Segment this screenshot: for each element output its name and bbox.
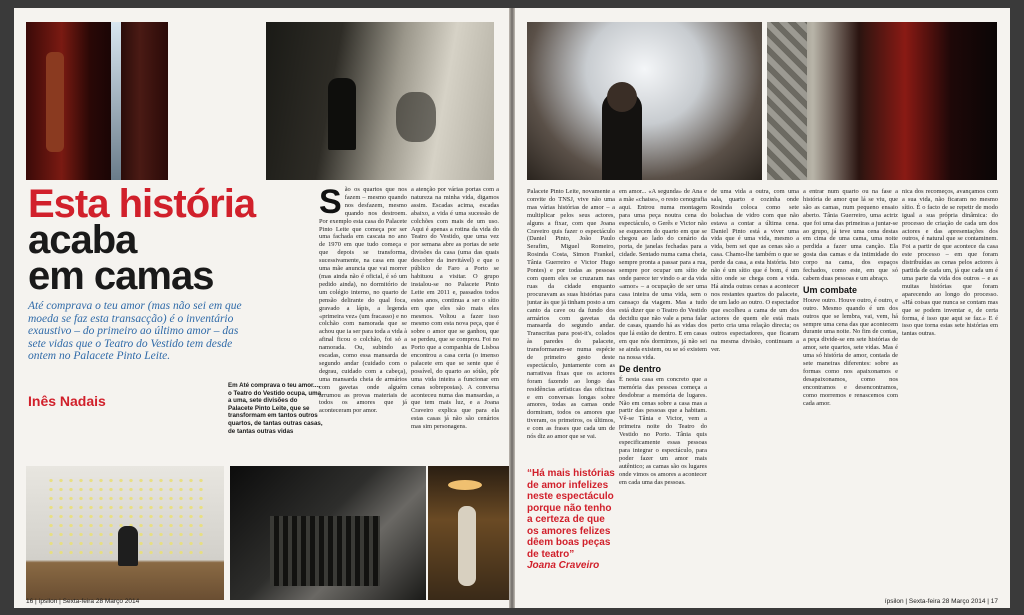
subhead-de-dentro: De dentro <box>619 363 662 374</box>
photo-lamp-man <box>428 466 509 600</box>
drop-cap: S <box>319 186 342 221</box>
photo-arched-window <box>527 22 762 180</box>
article-column-7 <box>902 188 998 598</box>
photo-red-room <box>26 22 168 180</box>
pull-quote-attribution: Joana Craveiro <box>527 560 600 571</box>
pull-quote-text: “Há mais histórias de amor infelizes neste espectáculo porque não tenho a certeza de que os amores felizes dêem boas peças de teatro” <box>527 468 615 560</box>
column-7-text: nica dos recomeços, avançamos com a sua vida, não ficaram no mesmo sítio. É o facto de se repetir de modo igual a sua própria dinâmica: do processo de criação de cada um dos actores e das apresentações dos outros, é natural que se contaminem. Foi a partir de que acontece da casa este processo – em que foram distribuídas as cenas pelos actores à partida de cada um, já que cada um é uma parte da vida dos outros – e as muitas histórias que foram aparecendo ao longo do processo. «Há coisas que nunca se contam mas que se podem inventar e, de certa forma, é isso que aqui se faz.» E é isso que torna estas sete histórias em tantas outras. <box>902 188 998 338</box>
article-column-2 <box>411 186 499 464</box>
right-folio: ípsilon | Sexta-feira 28 Março 2014 | 17 <box>884 598 998 605</box>
column-4-text: em amor... «A segunda» de Ana e a mãe «chaise», o resto cenografia aqui. Entrou numa montagem para uma peça noutra cena do espectáculo, o Gerês e Victor não se esquecem do quarto em que se chegou ao lado do cenário da porta, de janelas fechadas para a cidade. Sentado numa cama cheia, sempre pronta a passar para a rua, sempre por ocupar um sítio de onde parece ter vindo o ar da vida «amor» – a ocupação de ser uma casa inteira de uma vida, sem o cansaço da viagem. Mas a tudo está dizer que o Teatro do Vestido decidiu que não vale a pena falar de casas, quando há as vidas dos que lá estão de dentro. E em casas em que nós dormimos, já não sei se ainda existem, ou se só existem na nossa vida. <box>619 188 707 362</box>
photo-caption: Em Até comprava o teu amor..., o Teatro do Vestido ocupa, uma a uma, sete divisões do Palacete Pinto Leite, que se transformam em tantos outros quartos, de tantas outras casas, de tantas outras vidas <box>228 382 323 435</box>
column-6-text-2: Houve outro. Houve outro, é outro, e outro. Mesmo quando é um dos outros que se lembra, vai, vem, há sempre uma cena das que acontecem durante uma noite. No fim de contas, a peça divide-se em sete histórias de amor, sete quartos, sete vidas. Mas é uma só história de amor, contada de sete maneiras diferentes: sobre as formas como nos apaixonamos e desapaixonamos, como nos encontramos e desencontramos, como morremos e renascemos com cada amor. <box>803 296 898 407</box>
pull-quote-block <box>527 468 619 572</box>
left-page <box>14 8 509 608</box>
photo-tiled-room <box>767 22 997 180</box>
byline: Inês Nadais <box>28 393 106 409</box>
photo-postits-wall <box>26 466 224 600</box>
column-5-text: de uma vida a outra, com uma sala, quarto e cozinha onde Rosinda coloca como sete bolachas de vidro com que não estava a contar a última cena. Daniel Pinto está a viver uma vida que é uma vida, mesmo a vida, bem sei que as cenas são a casa. Chamo-lhe também o que se perde da casa, a esta história. Isto não é um sítio que é bom, é um sítio onde se chega com a vida. Há ainda outras cenas a acontecer nos restantes quartos do palacete, de um lado ao outro. O espectador que escolheu a cama de um dos actores de quem ele está mais perto cria uma relação directa; os outros espectadores, que ficaram na mesma divisão, continuam a ver. <box>711 188 799 354</box>
article-column-5 <box>711 188 799 598</box>
article-column-6 <box>803 188 898 598</box>
headline-line-3: em camas <box>28 254 214 298</box>
headline-line-2: acaba <box>28 218 137 262</box>
column-4-text-2: É nesta casa em concreto que a memória das pessoas começa a desdobrar a memória de lugares. Não em cenas sobre a casa mas a partir das pessoas que a habitam. Vê-se Tânia e Victor, vem a primeira noite do Teatro do Vestido no Porto. Tânia quis especificamente essas pessoas para integrar o espectáculo, para poder fazer um amor mais autêntico; as camas são os lugares onde vimos os amores a acontecer em cada uma das pessoas. <box>619 375 707 486</box>
column-3-text: Palacete Pinto Leite, novamente a convite do TNSJ, vive não uma mas várias histórias de amor – a multiplicar pelos seus actores, alguns a fixar, com que Joana Craveiro quis fazer o espectáculo (Daniel Pinto, João Paulo Serafim, Miguel Romeiro, Rosinda Costa, Simon Frankel, Tânia Guerreiro e Victor Hugo Pontes) e por todas as pessoas com quem eles se cruzaram nas ruas da cidade enquanto procuravam as suas histórias para juntar às que já tinham posto a um canto da cave ou da fundo dos armários com gavetas da mansarda do segundo andar. Transcritas para post-it's, colados às paredes do palacete, transformaram-se numa espécie de primeiro gesto deste espectáculo, juntamente com as narrativas fixas que os actores foram fazendo ao longo das residências artísticas das oficinas e em conversas longas sobre amores, todas as camas onde dormiram, todos os amores que tiveram, os primeiros, os últimos, e com as frases que cada um de nós diz ao amor que se vai. <box>527 188 615 441</box>
left-folio: 16 | ípsilon | Sexta-feira 28 Março 2014 <box>26 598 140 605</box>
headline <box>28 182 258 298</box>
deck-text: Até comprava o teu amor (mas não sei em que moeda se faz esta transacção) é o inventário exaustivo – do primeiro ao último amor – das sete vidas que o Teatro do Vestido tem desde ontem no Palacete Pinto Leite. <box>28 300 242 362</box>
column-6-text: a entrar num quarto ou na fase a história de amor que lá se viu, que são as camas, num pequeno ensaio aberto. Tânia Guerreiro, uma actriz que foi uma das primeiras a juntar-se ao grupo, já teve uma cena destas em cima de uma cama, uma noite perdida a fazer uma canção. Ela gosta das camas e da intimidade do corpo na cama, dos espaços fechados, como este, em que só cabem duas pessoas e um abraço. <box>803 188 898 282</box>
subhead-um-combate: Um combate <box>803 284 858 295</box>
article-column-1 <box>319 186 407 464</box>
photo-dark-bedroom <box>230 466 426 600</box>
article-column-3 <box>527 188 615 466</box>
column-2-text: a atenção por várias portas com a natureza na minha vida, digamos assim. Escadas acima, escadas abaixo, a vida é uma sucessão de colchões com mais de um uso. Aqui é apenas a rotina da vida do Teatro do Vestido, que uma vez por semana abre as portas de sete divisões da casa (uma das quais descobre da inevitável) e que o público de Faro a Porto se habituou a visitar. O grupo instalou-se no Palacete Pinto Leite em 2011 e, passados todos estes anos, continua a ser o sítio em que eles são mais eles mesmos. Voltou a fazer isso mesmo com esta nova peça, que é sobre o amor que se ganhou, que se perdeu, que se comprou. Foi no Porto que a companhia de Lisboa encontrou a casa certa (o imenso palacete em que se sente que é possível, do quarto ao sótão, pôr uma vida inteira a funcionar em cenas sobrepostas). A conversa aconteceu numa das mansardas, a que tem mais luz, e a Joana Craveiro explica que para ela estas casas já não são cenários mas sim personagens. <box>411 186 499 431</box>
headline-line-1: Esta história <box>28 182 256 226</box>
article-column-4 <box>619 188 707 598</box>
photo-shadow-performer <box>266 22 494 180</box>
column-1-text: ão os quartos que nos fazem – mesmo quando nos desfazem, mesmo quando nos destroem. Por exemplo esta casa do Palacete Pinto Leite que começa por ser uma fachada em cascata no ano de 1970 em que tudo começa e que depois se transforma, sucessivamente, na casa em que uma mãe anuncia que vai morrer (mas ainda não é oficial, é só um pedido ainda), no dormitório de um colégio interno, no quarto de pensão delirante do qual foca, gravado a lápis, a legenda «primeira vez» (um fracasso) e no colchão com namorada que se achou que ia ser para toda a vida à afinal ficou o colchão, foi só a namorada. Ou, subindo as escadas, como essa mansarda de segundo andar (cuidado com o degrau, cuidado com a cabeça), uma mansarda cheia de armários com gavetas onde alguém arrumou as provas materiais de todos os amores que já aconteceram por amor. <box>319 186 407 415</box>
